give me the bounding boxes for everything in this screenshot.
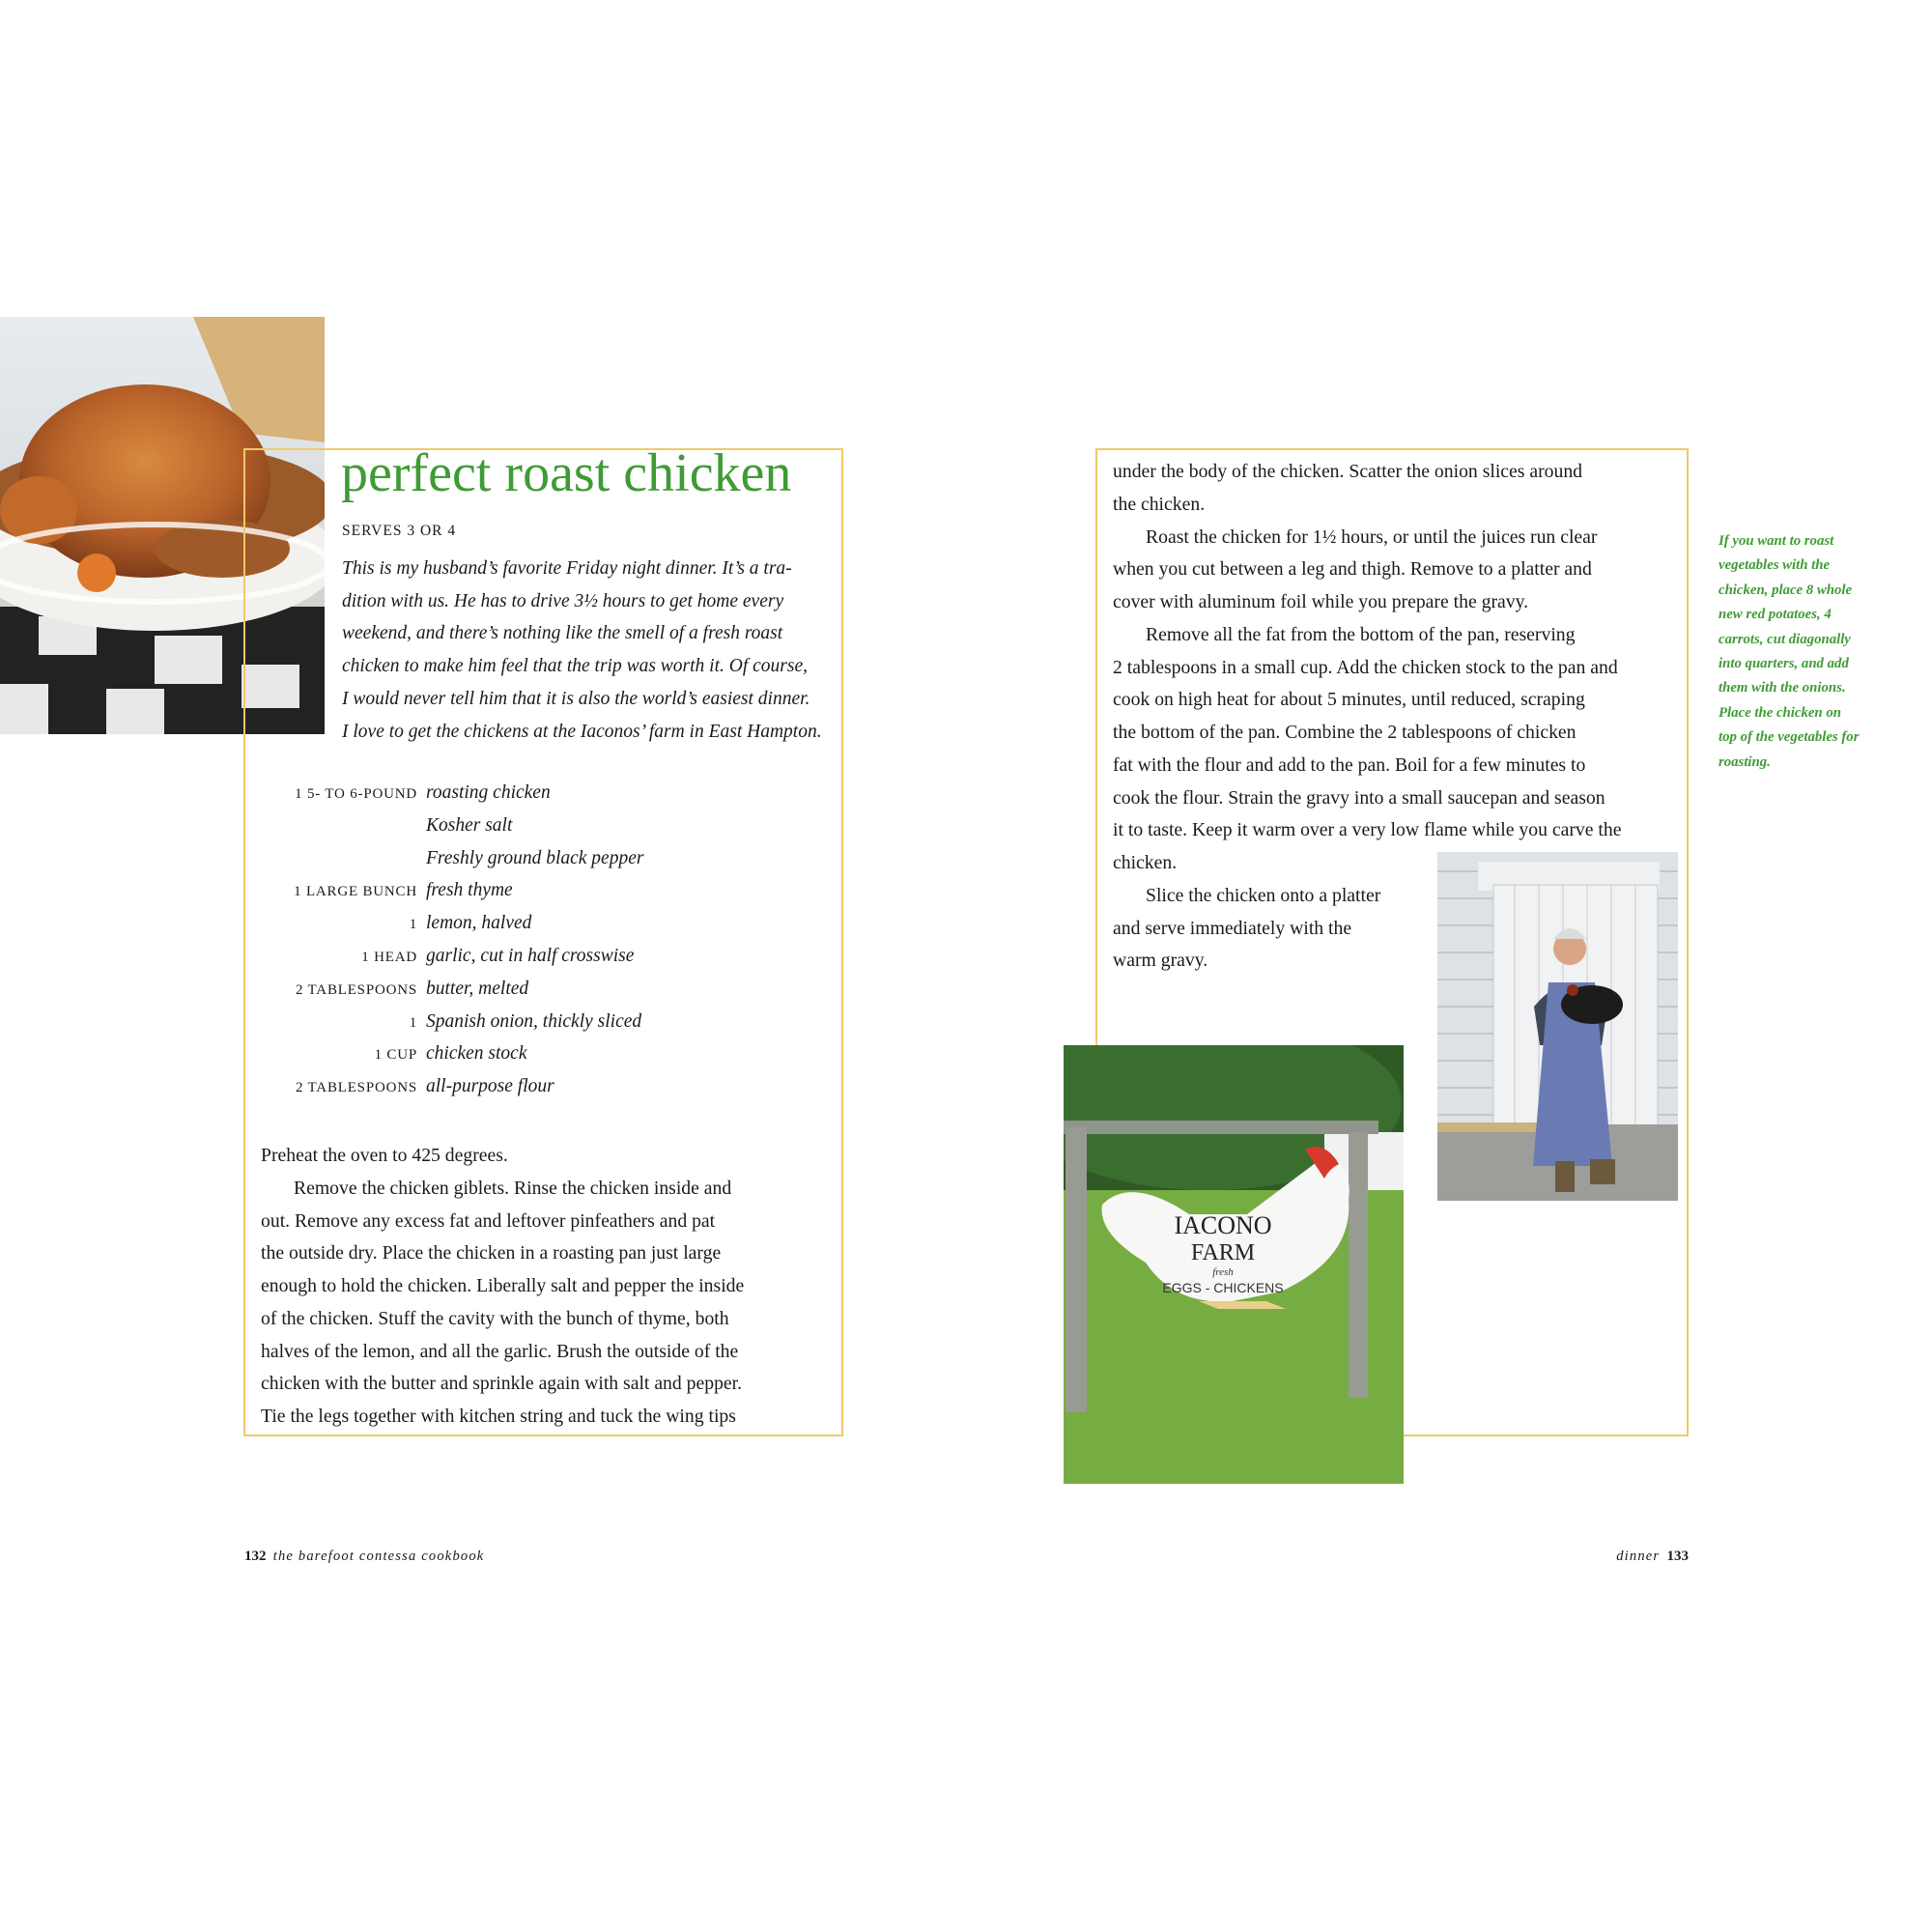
- direction-line: Preheat the oven to 425 degrees.: [261, 1145, 508, 1166]
- tip-line: them with the onions.: [1719, 680, 1846, 696]
- servings-label: SERVES 3 OR 4: [342, 523, 457, 539]
- ingredient-name: Spanish onion, thickly sliced: [426, 1010, 642, 1032]
- direction-line: warm gravy.: [1113, 950, 1208, 972]
- direction-line: Tie the legs together with kitchen string and tuck the wing tips: [261, 1406, 736, 1427]
- right-page-number: 133: [1666, 1548, 1689, 1564]
- direction-line: Slice the chicken onto a platter: [1146, 884, 1381, 906]
- ingredient-row: [261, 782, 643, 815]
- direction-line: chicken.: [1113, 852, 1178, 873]
- farmer-with-hen-photo: [1437, 852, 1678, 1201]
- direction-line: cook on high heat for about 5 minutes, until reduced, scraping: [1113, 689, 1585, 711]
- intro-line: weekend, and there’s nothing like the smell of a fresh roast: [342, 623, 783, 644]
- direction-line: the chicken.: [1113, 493, 1206, 515]
- ingredient-quantity: 1: [409, 917, 417, 933]
- direction-line: out. Remove any excess fat and leftover pinfeathers and pat: [261, 1209, 716, 1232]
- direction-line: under the body of the chicken. Scatter the onion slices around: [1113, 461, 1583, 482]
- ingredient-name: all-purpose flour: [426, 1076, 554, 1097]
- ingredient-name: butter, melted: [426, 978, 529, 999]
- ingredient-quantity: 1 5- TO 6-POUND: [295, 786, 417, 802]
- tip-line: Place the chicken on: [1719, 704, 1841, 721]
- direction-line: the outside dry. Place the chicken in a roasting pan just large: [261, 1242, 722, 1264]
- tip-line: into quarters, and add: [1719, 656, 1849, 672]
- iacono-farm-sign-photo: [1064, 1045, 1404, 1484]
- right-running-title: dinner: [1616, 1548, 1661, 1564]
- tip-line: If you want to roast: [1719, 533, 1834, 549]
- ingredient-name: roasting chicken: [426, 782, 551, 803]
- ingredient-quantity: 1 CUP: [374, 1047, 417, 1064]
- ingredient-row: [261, 979, 643, 1011]
- tip-line: new red potatoes, 4: [1719, 607, 1832, 623]
- ingredient-row: [261, 815, 643, 848]
- ingredient-row: [261, 848, 643, 881]
- footer-right: [1616, 1548, 1689, 1565]
- ingredient-quantity: 1: [409, 1014, 417, 1031]
- farmer-image: [1437, 852, 1678, 1201]
- intro-line: This is my husband’s favorite Friday night dinner. It’s a tra-: [342, 558, 792, 579]
- ingredient-row: [261, 1076, 643, 1109]
- ingredient-row: [261, 913, 643, 946]
- intro-line: chicken to make him feel that the trip was worth it. Of course,: [342, 656, 809, 677]
- ingredient-name: chicken stock: [426, 1043, 527, 1065]
- ingredient-list: [261, 782, 643, 1109]
- ingredient-row: [261, 1011, 643, 1044]
- ingredient-quantity: 1 HEAD: [361, 949, 417, 965]
- recipe-title: perfect roast chicken: [341, 443, 792, 503]
- direction-line: fat with the flour and add to the pan. Boil for a few minutes to: [1113, 753, 1586, 776]
- ingredient-name: lemon, halved: [426, 913, 532, 934]
- ingredient-name: garlic, cut in half crosswise: [426, 945, 635, 966]
- ingredient-name: fresh thyme: [426, 880, 513, 901]
- footer-left: [244, 1548, 484, 1565]
- recipe-intro: [342, 553, 844, 748]
- ingredient-row: [261, 1043, 643, 1076]
- directions-left: [261, 1140, 840, 1434]
- direction-line: when you cut between a leg and thigh. Remove to a platter and: [1113, 558, 1592, 581]
- direction-line: cook the flour. Strain the gravy into a small saucepan and season: [1113, 786, 1605, 809]
- direction-line: of the chicken. Stuff the cavity with the bunch of thyme, both: [261, 1307, 729, 1329]
- tip-line: roasting.: [1719, 753, 1771, 770]
- direction-line: enough to hold the chicken. Liberally salt and pepper the inside: [261, 1275, 745, 1296]
- intro-line: I love to get the chickens at the Iaconos’ farm in East Hampton.: [342, 721, 822, 742]
- tip-line: vegetables with the: [1719, 557, 1831, 574]
- tip-line: chicken, place 8 whole: [1719, 582, 1853, 598]
- left-page-number: 132: [244, 1548, 267, 1564]
- farm-sign-line4: EGGS - CHICKENS: [1162, 1280, 1284, 1295]
- intro-line: I would never tell him that it is also the world’s easiest dinner.: [342, 688, 810, 709]
- direction-line: and serve immediately with the: [1113, 917, 1352, 939]
- ingredient-row: [261, 880, 643, 913]
- direction-line: 2 tablespoons in a small cup. Add the chicken stock to the pan and: [1113, 656, 1618, 678]
- direction-line: Remove the chicken giblets. Rinse the chicken inside and: [294, 1177, 732, 1199]
- direction-line: halves of the lemon, and all the garlic. Brush the outside of the: [261, 1340, 739, 1362]
- ingredient-name: Freshly ground black pepper: [426, 847, 644, 868]
- farm-sign-image: [1064, 1045, 1404, 1484]
- ingredient-name: Kosher salt: [426, 814, 513, 836]
- ingredient-quantity: 2 TABLESPOONS: [295, 981, 417, 998]
- farm-sign-line3: fresh: [1212, 1266, 1234, 1278]
- direction-line: Roast the chicken for 1½ hours, or until the juices run clear: [1146, 526, 1598, 548]
- direction-line: Remove all the fat from the bottom of the pan, reserving: [1146, 623, 1576, 645]
- farm-sign-line2: FARM: [1190, 1240, 1256, 1265]
- ingredient-quantity: 1 LARGE BUNCH: [294, 884, 417, 900]
- tip-line: carrots, cut diagonally: [1719, 631, 1851, 647]
- direction-line: the bottom of the pan. Combine the 2 tablespoons of chicken: [1113, 722, 1577, 743]
- tip-line: top of the vegetables for: [1719, 729, 1860, 746]
- ingredient-row: [261, 946, 643, 979]
- direction-line: chicken with the butter and sprinkle again with salt and pepper.: [261, 1373, 743, 1395]
- sidebar-tip: [1719, 529, 1912, 775]
- left-running-title: the barefoot contessa cookbook: [272, 1548, 485, 1564]
- farm-sign-line1: IACONO: [1174, 1211, 1272, 1239]
- ingredient-quantity: 2 TABLESPOONS: [295, 1080, 417, 1096]
- direction-line: cover with aluminum foil while you prepare the gravy.: [1113, 591, 1529, 612]
- intro-line: dition with us. He has to drive 3½ hours to get home every: [342, 590, 784, 611]
- direction-line: it to taste. Keep it warm over a very low flame while you carve the: [1113, 819, 1622, 841]
